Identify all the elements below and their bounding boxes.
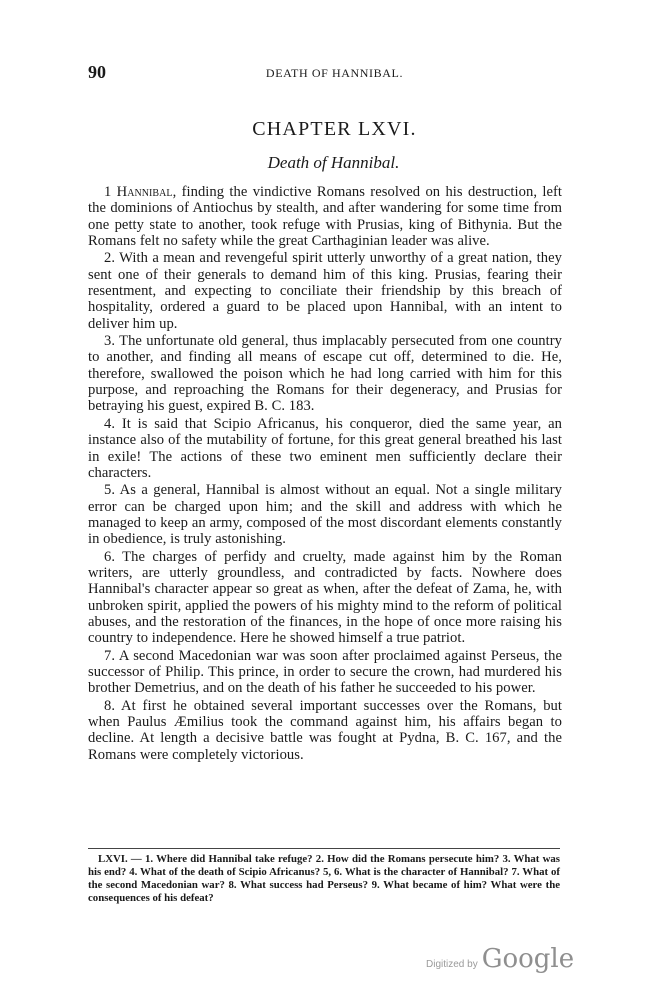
chapter-title: CHAPTER LXVI. <box>252 118 417 140</box>
paragraph-8: 8. At first he obtained several important successes over the Romans, but when Paulus Æmilius took the command against him, his affairs began to decline. At length a decisive battle was fought at Pydna, B. C. 167, and the Romans were completely victorious. <box>88 697 562 763</box>
watermark-prefix: Digitized by <box>426 959 478 970</box>
google-logo-icon: Google <box>481 944 575 974</box>
digitization-watermark <box>426 944 574 974</box>
paragraph-text: finding the vindictive Romans resolved on his destruction, left the dominions of Antiochus by stealth, and after wandering for some time from one petty state to another, took refuge with Prusias, king of Bithynia. But the Romans felt no safety while the great Carthaginian leader was alive. <box>88 184 562 250</box>
review-questions-footnote: LXVI. — 1. Where did Hannibal take refuge? 2. How did the Romans persecute him? 3. What was his end? 4. What of the death of Scipio Africanus? 5, 6. What is the character of Hannibal? 7. What of the second Macedonian war? 8. What success had Perseus? 9. What became of him? What were the consequences of his defeat? <box>88 853 560 904</box>
paragraph-6: 6. The charges of perfidy and cruelty, made against him by the Roman writers, are utterly groundless, and contradicted by facts. Nowhere does Hannibal's character appear so great as when, after the defeat of Zama, he, with unbroken spirit, applied the powers of his mighty mind to the reform of political abuses, and the restoration of the finances, in the hope of once more raising his country to independence. Here he showed himself a true patriot. <box>88 548 562 647</box>
paragraph-4: 4. It is said that Scipio Africanus, his conqueror, died the same year, an instance also of the mutability of fortune, for this great general breathed his last in exile! The actions of these two eminent men sufficiently declare their characters. <box>88 415 562 481</box>
chapter-subtitle: Death of Hannibal. <box>267 153 400 172</box>
chapter-body <box>88 184 562 764</box>
paragraph-5: 5. As a general, Hannibal is almost without an equal. Not a single military error can be charged upon him; and the skill and address with which he managed to keep an army, composed of the most discordant elements constantly in obedience, is truly astonishing. <box>88 482 562 548</box>
paragraph-7: 7. A second Macedonian war was soon after proclaimed against Perseus, the successor of Philip. This prince, in order to secure the crown, had murdered his brother Demetrius, and on the death of his father he succeeded to his power. <box>88 647 562 697</box>
paragraph-lead: 1 Hannibal, <box>104 184 177 200</box>
page-number: 90 <box>88 62 106 82</box>
paragraph-3: 3. The unfortunate old general, thus implacably persecuted from one country to another, and finding all means of escape cut off, determined to die. He, therefore, swallowed the poison which he had long carried with him for this purpose, and reproaching the Romans for their degeneracy, and Prusias for betraying his guest, expired B. C. 183. <box>88 333 562 415</box>
footnote-divider <box>88 848 560 849</box>
paragraph-1 <box>88 184 562 249</box>
running-head: DEATH OF HANNIBAL. <box>265 66 404 80</box>
paragraph-2: 2. With a mean and revengeful spirit utterly unworthy of a great nation, they sent one of their generals to demand him of this king. Prusias, fearing their resentment, and expecting to conciliate their friendship by this breach of hospitality, ordered a guard to be placed upon Hannibal, with an intent to deliver him up. <box>88 250 562 332</box>
